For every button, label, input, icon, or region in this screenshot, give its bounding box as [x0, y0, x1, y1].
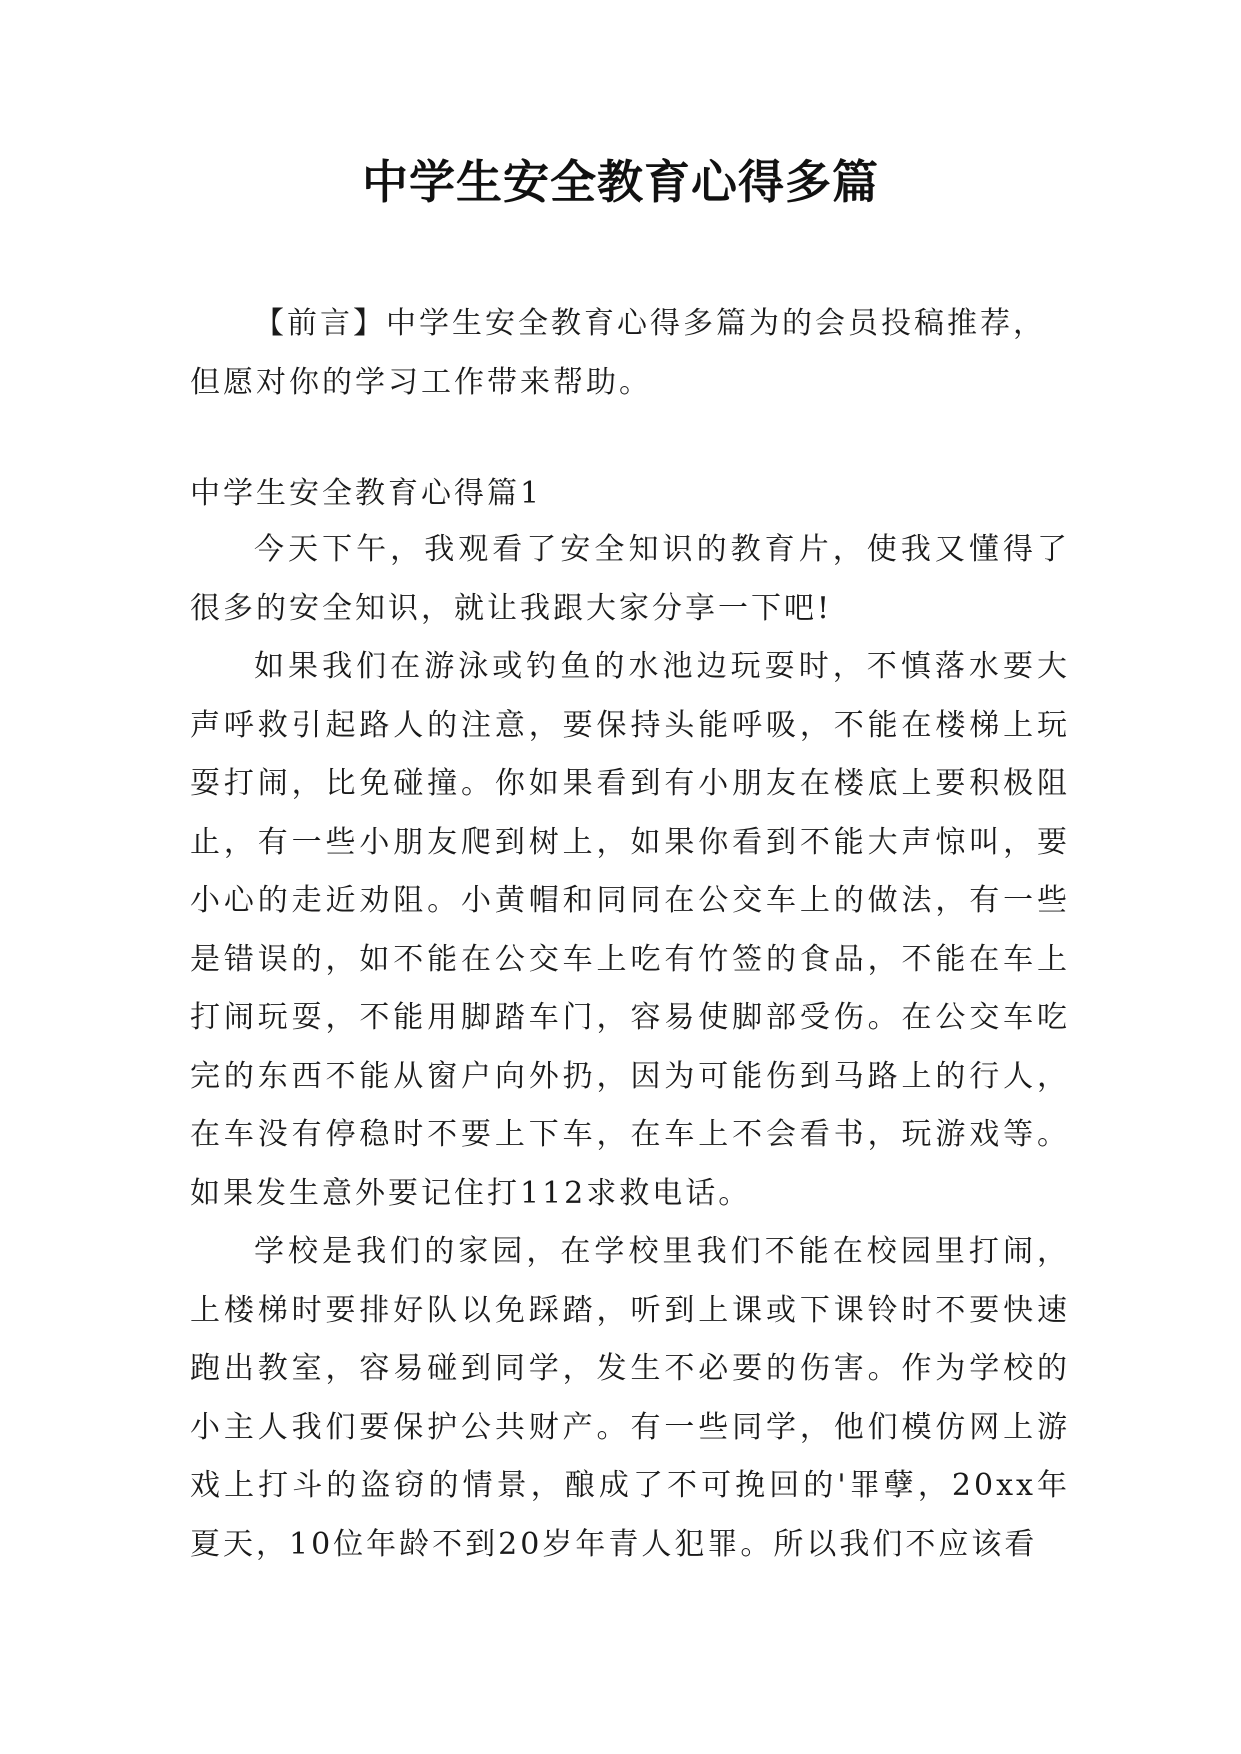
preface-paragraph: 【前言】中学生安全教育心得多篇为的会员投稿推荐，但愿对你的学习工作带来帮助。: [190, 306, 1046, 400]
body-paragraph: 如果我们在游泳或钓鱼的水池边玩耍时，不慎落水要大声呼救引起路人的注意，要保持头能呼吸，不能在楼梯上玩耍打闹，比免碰撞。你如果看到有小朋友在楼底上要积极阻止，有一些小朋友爬到树上，如果你看到不能大声惊叫，要小心的走近劝阻。小黄帽和同同在公交车上的做法，有一些是错误的，如不能在公交车上吃有竹签的食品，不能在车上打闹玩耍，不能用脚踏车门，容易使脚部受伤。在公交车吃完的东西不能从窗户向外扔，因为可能伤到马路上的行人，在车没有停稳时不要上下车，在车上不会看书，玩游戏等。如果发生意外要记住打112求救电话。: [190, 649, 1070, 1211]
body-paragraph: 学校是我们的家园，在学校里我们不能在校园里打闹，上楼梯时要排好队以免踩踏，听到上课或下课铃时不要快速跑出教室，容易碰到同学，发生不必要的伤害。作为学校的小主人我们要保护公共财产。有一些同学，他们模仿网上游戏上打斗的盗窃的情景，酿成了不可挽回的'罪孽，20xx年夏天，10位年龄不到20岁年青人犯罪。所以我们不应该看: [190, 1234, 1070, 1562]
section-body: [190, 521, 1070, 1574]
section-heading: 中学生安全教育心得篇1: [190, 476, 543, 511]
document-title: 中学生安全教育心得多篇: [362, 155, 879, 209]
body-paragraph: 今天下午，我观看了安全知识的教育片，使我又懂得了很多的安全知识，就让我跟大家分享一下吧!: [190, 532, 1070, 626]
